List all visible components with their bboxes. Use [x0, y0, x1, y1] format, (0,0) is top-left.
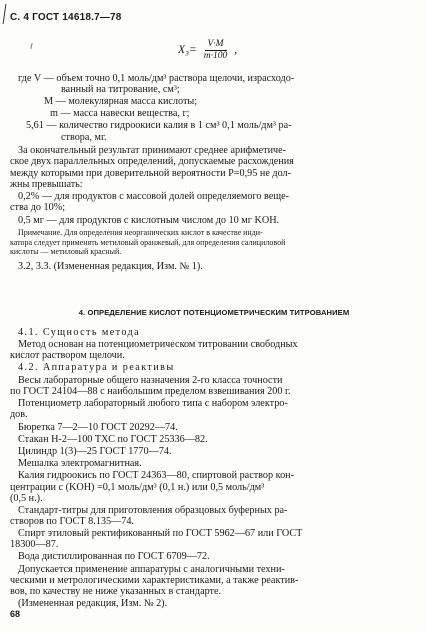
text-line: m — масса навески вещества, г; — [50, 108, 190, 120]
text-line: вов, по качеству не ниже указанных в стандарте. — [10, 585, 222, 597]
text-line: 0,2% — для продуктов с массовой долей определяемого веще- — [18, 191, 290, 203]
formula-lhs: X₃= — [178, 44, 197, 56]
subsection-heading: 4.2. Аппаратура и реактивы — [18, 362, 175, 374]
text-line: Калия гидроокись по ГОСТ 24363—80, спиртовой раствор кон- — [18, 470, 295, 482]
text-line: За окончательный результат принимают среднее арифметиче- — [18, 144, 287, 156]
text-line: жны превышать: — [10, 179, 83, 191]
text-line: Потенциометр лабораторный любого типа с набором электро- — [18, 397, 288, 409]
text-line: дов. — [10, 409, 28, 421]
text-line: центрации с (KOH) =0,1 моль/дм³ (0,1 н.) или 0,5 моль/дм³ — [10, 481, 265, 493]
page-number: 68 — [10, 609, 21, 619]
formula-tail: , — [234, 44, 238, 56]
text-line: между которыми при доверительной вероятности P=0,95 не дол- — [10, 167, 292, 179]
formula-numerator: V·M — [205, 39, 227, 51]
formula-denominator: m·100 — [203, 50, 228, 61]
text-line: M — молекулярная масса кислоты; — [44, 96, 198, 108]
text-line: створов по ГОСТ 8.135—74. — [10, 516, 134, 528]
text-line: (Измененная редакция, Изм. № 2). — [18, 598, 168, 609]
text-line: ческими и метрологическими характеристиками, а также реактив- — [10, 574, 299, 586]
text-line: ства до 10%; — [10, 202, 66, 214]
text-line: 3.2, 3.3. (Измененная редакция, Изм. № 1). — [18, 261, 203, 273]
note-line: катора следует применять метиловый оранжевый, для определения салициловой — [10, 237, 286, 247]
text-line: Вода дистиллированная по ГОСТ 6709—72. — [18, 551, 210, 563]
subsection-heading: 4.1. Сущность метода — [18, 327, 141, 339]
text-line: (0,5 н.). — [10, 492, 43, 504]
text-line: Цилиндр 1(3)—25 ГОСТ 1770—74. — [18, 446, 172, 458]
text-line: кислот раствором щелочи. — [10, 350, 125, 362]
note-line: кислоты — метиловый красный. — [10, 247, 122, 257]
text-line: по ГОСТ 24104—88 с наибольшим пределом взвешивания 200 г. — [10, 385, 291, 397]
text-line: Мешалка электромагнитная. — [18, 458, 142, 470]
pen-mark — [3, 4, 7, 24]
text-line: Стандарт-титры для приготовления образцовых буферных ра- — [18, 504, 288, 516]
formula-fraction — [201, 39, 231, 62]
text-line: Спирт этиловый ректификованный по ГОСТ 5962—67 или ГОСТ — [18, 528, 303, 540]
text-line: Метод основан на потенциометрическом титровании свободных — [18, 339, 298, 351]
text-line: 18300—87. — [10, 539, 59, 551]
text-line: створа, мг. — [61, 131, 107, 143]
section-heading: 4. ОПРЕДЕЛЕНИЕ КИСЛОТ ПОТЕНЦИОМЕТРИЧЕСКИМ ТИТРОВАНИЕМ — [78, 307, 350, 317]
text-line: Весы лабораторные общего назначения 2-го класса точности — [18, 374, 283, 386]
text-line: 0,5 мг — для продуктов с кислотным числом до 10 мг KOH. — [18, 215, 280, 227]
text-line: Бюретка 7—2—10 ГОСТ 20292—74. — [18, 422, 178, 434]
text-line: ское двух параллельных определений, допускаемые расхождения — [10, 155, 294, 167]
formula — [178, 36, 237, 64]
text-line: 5,61 — количество гидроокиси калия в 1 см³ 0,1 моль/дм³ ра- — [26, 120, 292, 132]
text-line: ванный на титрование, см³; — [61, 84, 180, 96]
text-line: Допускается применение аппаратуры с аналогичными техни- — [18, 563, 285, 575]
text-line: где V — объем точно 0,1 моль/дм³ раствора щелочи, израсходо- — [18, 73, 295, 84]
pen-mark-small — [30, 43, 32, 49]
text-line: Стакан Н-2—100 ТХС по ГОСТ 25336—82. — [18, 434, 208, 446]
page-header: С. 4 ГОСТ 14618.7—78 — [10, 12, 122, 23]
note-line: Примечание. Для определения неорганических кислот в качестве инди- — [18, 228, 263, 238]
